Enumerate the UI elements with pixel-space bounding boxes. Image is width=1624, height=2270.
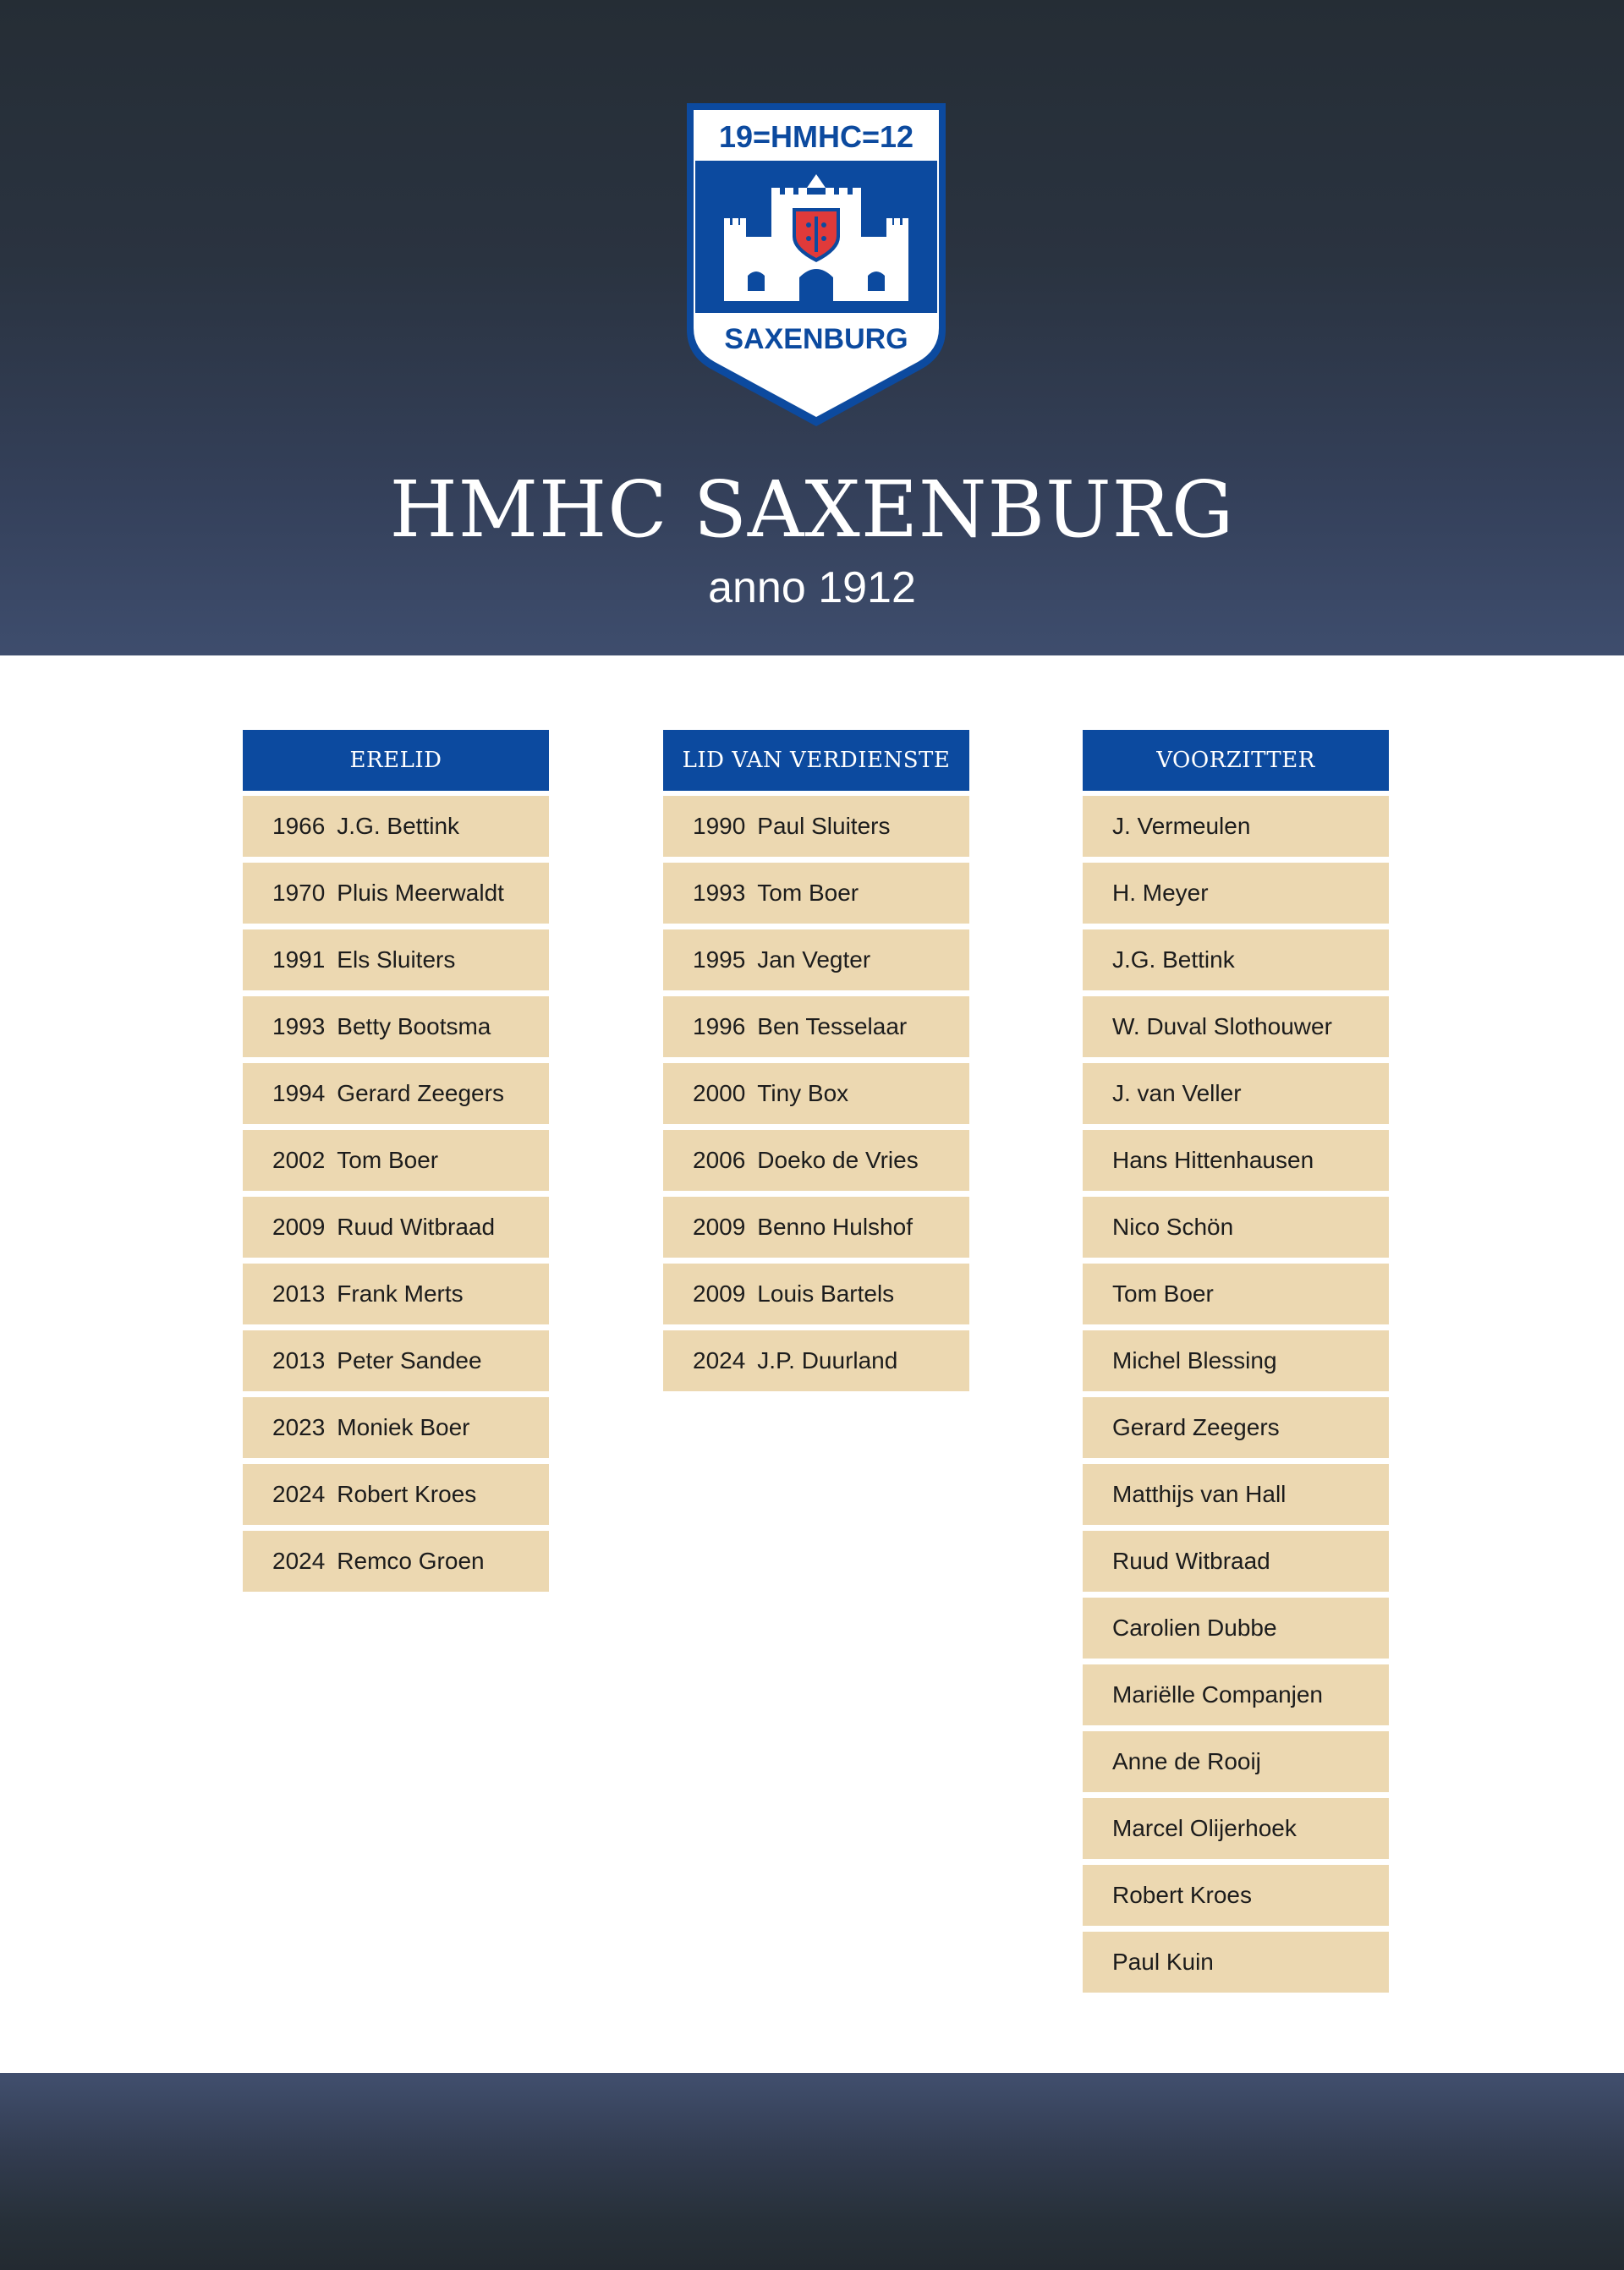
entry-year: 1993 [693, 880, 746, 906]
entry-year: 2013 [272, 1280, 326, 1307]
list-item [1083, 1798, 1389, 1859]
crest-top-text: 19=HMHC=12 [718, 119, 914, 154]
entry-name: J.P. Duurland [757, 1347, 898, 1374]
list-item [1083, 1397, 1389, 1458]
entry-year: 2000 [693, 1080, 746, 1106]
entry-year: 2024 [693, 1347, 746, 1374]
entry-name: Ruud Witbraad [337, 1214, 496, 1240]
list-item [663, 1063, 969, 1124]
list-item [1083, 1598, 1389, 1659]
entry-year: 1970 [272, 880, 326, 906]
entry-name: J. Vermeulen [1112, 813, 1251, 839]
column-heading: LID VAN VERDIENSTE [663, 730, 969, 791]
header-banner [0, 0, 1624, 655]
list-item [1083, 929, 1389, 990]
list-item [1083, 1865, 1389, 1926]
entry-name: Tom Boer [337, 1147, 439, 1173]
entry-year: 2009 [272, 1214, 326, 1240]
entry-year: 1996 [693, 1013, 746, 1039]
entry-name: Nico Schön [1112, 1214, 1234, 1240]
list-item [1083, 1063, 1389, 1124]
list-item [663, 929, 969, 990]
list-item [1083, 1330, 1389, 1391]
entry-name: Tom Boer [1112, 1280, 1214, 1307]
list-item [663, 1330, 969, 1391]
entry-list [1083, 796, 1389, 1993]
list-item [243, 1130, 549, 1191]
entry-list [243, 796, 549, 1592]
list-item [663, 1130, 969, 1191]
list-item [1083, 1932, 1389, 1993]
column-erelid [243, 730, 549, 1598]
list-item [1083, 1731, 1389, 1792]
column-heading: VOORZITTER [1083, 730, 1389, 791]
entry-year: 2024 [272, 1481, 326, 1507]
list-item [663, 1264, 969, 1324]
entry-name: Carolien Dubbe [1112, 1615, 1277, 1641]
entry-name: Gerard Zeegers [1112, 1414, 1280, 1440]
entry-name: Robert Kroes [337, 1481, 477, 1507]
list-item [1083, 1664, 1389, 1725]
entry-name: Pluis Meerwaldt [337, 880, 504, 906]
entry-name: Moniek Boer [337, 1414, 470, 1440]
entry-name: Els Sluiters [337, 946, 456, 973]
entry-name: Peter Sandee [337, 1347, 482, 1374]
entry-year: 1991 [272, 946, 326, 973]
entry-name: Tiny Box [757, 1080, 849, 1106]
entry-name: Marcel Olijerhoek [1112, 1815, 1297, 1841]
entry-year: 1993 [272, 1013, 326, 1039]
column-heading: ERELID [243, 730, 549, 791]
list-item [1083, 1531, 1389, 1592]
entry-year: 1995 [693, 946, 746, 973]
entry-name: Matthijs van Hall [1112, 1481, 1287, 1507]
entry-name: Paul Kuin [1112, 1949, 1214, 1975]
list-item [243, 1197, 549, 1258]
entry-list [663, 796, 969, 1391]
list-item [1083, 1197, 1389, 1258]
list-item [243, 1330, 549, 1391]
list-item [663, 1197, 969, 1258]
crest-bottom-text: SAXENBURG [724, 323, 908, 355]
list-item [243, 796, 549, 857]
entry-name: J. van Veller [1112, 1080, 1242, 1106]
list-item [243, 996, 549, 1057]
list-item [243, 1464, 549, 1525]
entry-name: Gerard Zeegers [337, 1080, 504, 1106]
entry-year: 2024 [272, 1548, 326, 1574]
entry-name: Remco Groen [337, 1548, 485, 1574]
list-item [243, 929, 549, 990]
entry-name: Ruud Witbraad [1112, 1548, 1270, 1574]
entry-name: Anne de Rooij [1112, 1748, 1261, 1774]
entry-name: H. Meyer [1112, 880, 1209, 906]
entry-name: Tom Boer [757, 880, 859, 906]
list-item [243, 863, 549, 924]
column-lid-van-verdienste [663, 730, 969, 1397]
entry-year: 2006 [693, 1147, 746, 1173]
list-item [243, 1063, 549, 1124]
entry-name: Jan Vegter [757, 946, 871, 973]
list-item [1083, 1464, 1389, 1525]
entry-name: Paul Sluiters [757, 813, 891, 839]
entry-year: 2023 [272, 1414, 326, 1440]
entry-year: 2009 [693, 1280, 746, 1307]
footer-band [0, 2073, 1624, 2270]
entry-name: Ben Tesselaar [757, 1013, 908, 1039]
list-item [1083, 996, 1389, 1057]
entry-year: 2002 [272, 1147, 326, 1173]
column-voorzitter [1083, 730, 1389, 1999]
entry-name: Mariëlle Companjen [1112, 1681, 1324, 1708]
entry-name: Robert Kroes [1112, 1882, 1252, 1908]
entry-name: Louis Bartels [757, 1280, 895, 1307]
list-item [1083, 796, 1389, 857]
entry-name: J.G. Bettink [337, 813, 460, 839]
entry-name: Betty Bootsma [337, 1013, 491, 1039]
list-item [1083, 1264, 1389, 1324]
entry-year: 2009 [693, 1214, 746, 1240]
list-item [663, 863, 969, 924]
page-title: HMHC SAXENBURG [389, 464, 1235, 555]
list-item [1083, 863, 1389, 924]
entry-year: 1990 [693, 813, 746, 839]
entry-name: Hans Hittenhausen [1112, 1147, 1314, 1173]
list-item [663, 796, 969, 857]
entry-name: Michel Blessing [1112, 1347, 1277, 1374]
list-item [663, 996, 969, 1057]
list-item [243, 1531, 549, 1592]
entry-name: W. Duval Slothouwer [1112, 1013, 1332, 1039]
entry-year: 1994 [272, 1080, 326, 1106]
entry-name: J.G. Bettink [1112, 946, 1235, 973]
page-subtitle: anno 1912 [708, 563, 916, 612]
entry-name: Frank Merts [337, 1280, 464, 1307]
entry-year: 2013 [272, 1347, 326, 1374]
club-crest-logo [683, 100, 949, 428]
entry-year: 1966 [272, 813, 326, 839]
entry-name: Doeko de Vries [757, 1147, 919, 1173]
list-item [243, 1264, 549, 1324]
entry-name: Benno Hulshof [757, 1214, 913, 1240]
list-item [1083, 1130, 1389, 1191]
list-item [243, 1397, 549, 1458]
